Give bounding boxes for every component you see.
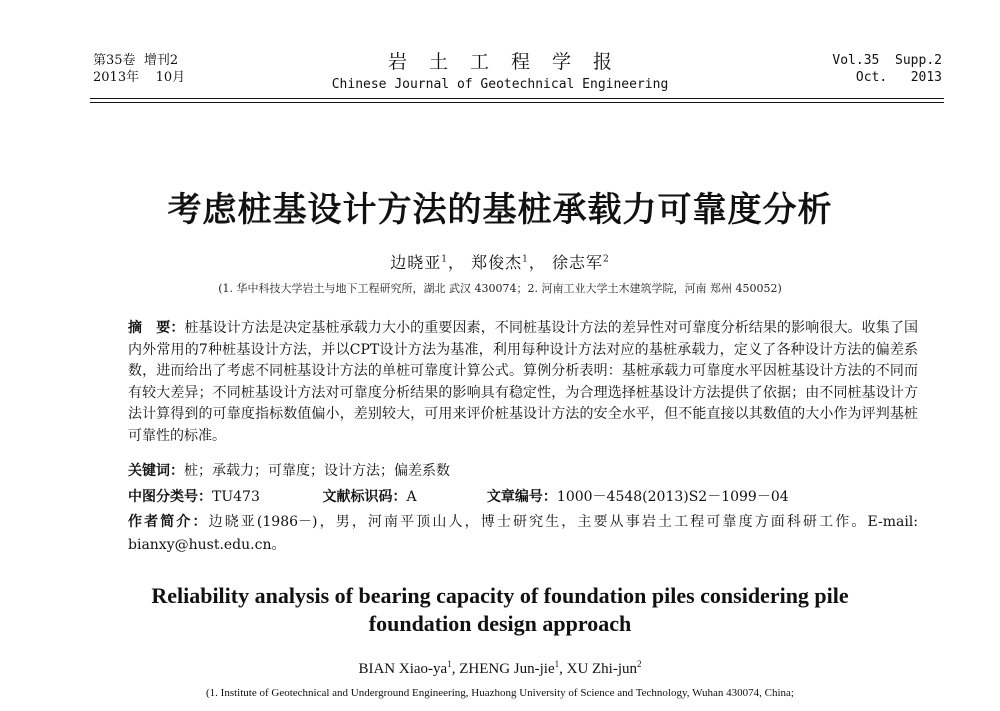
paper-title-en (0, 582, 1000, 638)
abstract (128, 318, 918, 447)
month-en: Oct. (855, 70, 888, 85)
header-rule-thin (90, 102, 944, 103)
date-line-en (832, 69, 942, 86)
classification-line (128, 486, 918, 506)
author-aff: 1 (522, 254, 529, 265)
header-right (832, 52, 942, 86)
author-aff: 1 (447, 659, 452, 669)
keywords-label: 关键词： (128, 463, 184, 479)
supplement: 增刊2 (143, 53, 179, 68)
volume: 第35卷 (93, 53, 136, 68)
affiliation-cn: (1. 华中科技大学岩土与地下工程研究所，湖北 武汉 430074；2. 河南工业大学土木建筑学院，河南 郑州 450052) (218, 282, 782, 295)
header-rule-thick (90, 98, 944, 99)
author-aff: 2 (602, 254, 610, 265)
supp-en: Supp.2 (895, 53, 942, 68)
year-en: 2013 (910, 70, 942, 85)
doc-code-value: A (406, 489, 417, 505)
author-cn: 郑俊杰 (471, 253, 523, 272)
article-number-label: 文章编号： (486, 489, 557, 505)
author-en: ZHENG Jun-jie (459, 661, 555, 677)
clc-label: 中图分类号： (128, 489, 212, 505)
year-cn: 2013年 (93, 70, 140, 85)
doc-code-label: 文献标识码： (322, 489, 407, 505)
author-en: XU Zhi-jun (566, 661, 638, 677)
bio-label: 作者简介： (128, 514, 209, 530)
author-aff: 1 (554, 659, 560, 669)
author-aff: 2 (637, 659, 642, 669)
author-list-cn: 边晓亚$^1$， 郑俊杰$^1$， 徐志军$^2$ (390, 253, 610, 272)
title-en-line: Reliability analysis of bearing capacity of foundation piles considering pile (151, 583, 849, 608)
author-aff: 1 (441, 254, 449, 265)
keywords-text: 桩；承载力；可靠度；设计方法；偏差系数 (184, 463, 450, 479)
month-cn: 10月 (155, 70, 186, 85)
clc-value: TU473 (212, 489, 260, 505)
journal-title-cn: 岩土工程学报 (387, 51, 634, 73)
bio-text: 边晓亚(1986－)，男，河南平顶山人，博士研究生，主要从事岩土工程可靠度方面科研工作。E-mail: bianxy@hust.edu.cn。 (128, 514, 918, 553)
author-cn: 边晓亚 (390, 253, 442, 272)
article-number-item (487, 486, 789, 506)
abstract-label: 摘 要： (128, 320, 185, 336)
keywords (128, 460, 450, 480)
author-cn: 徐志军 (551, 253, 603, 272)
author-en: BIAN Xiao-ya (358, 661, 448, 677)
article-number-value: 1000－4548(2013)S2－1099－04 (556, 489, 789, 505)
doc-code-item (322, 486, 482, 506)
abstract-text: 桩基设计方法是决定基桩承载力大小的重要因素，不同桩基设计方法的差异性对可靠度分析结果的影响很大。收集了国内外常用的7种桩基设计方法，并以CPT设计方法为基准，利用每种设计方法对应的基桩承载力，定义了各种设计方法的偏差系数，进而给出了考虑不同桩基设计方法的单桩可靠度计算公式。算例分析表明：基桩承载力可靠度水平因桩基设计方法的不同而有较大差异；不同桩基设计方法对可靠度分析结果的影响具有稳定性，为合理选择桩基设计方法提供了依据；由不同桩基设计方法计算得到的可靠度指标数值偏小，差别较大，可用来评价桩基设计方法的安全水平，但不能直接以其数值的大小作为评判基桩可靠性的标准。 (128, 320, 918, 444)
author-bio (128, 511, 918, 557)
vol-line-en (832, 52, 942, 69)
author-list-en: BIAN Xiao-$ya^1$, ZHENG Jun-jie$^1$, XU Zhi-jun$^2$ (358, 659, 642, 677)
paper-title-cn: 考虑桩基设计方法的基桩承载力可靠度分析 (167, 190, 833, 230)
journal-title-en: Chinese Journal of Geotechnical Engineering (331, 77, 669, 92)
clc-item (128, 486, 318, 506)
vol-en: Vol.35 (832, 53, 880, 68)
title-en-line: foundation design approach (368, 611, 632, 636)
affiliation-en: (1. Institute of Geotechnical and Underground Engineering, Huazhong University of Science and Technology, Wuhan 430074, China; (206, 687, 794, 699)
